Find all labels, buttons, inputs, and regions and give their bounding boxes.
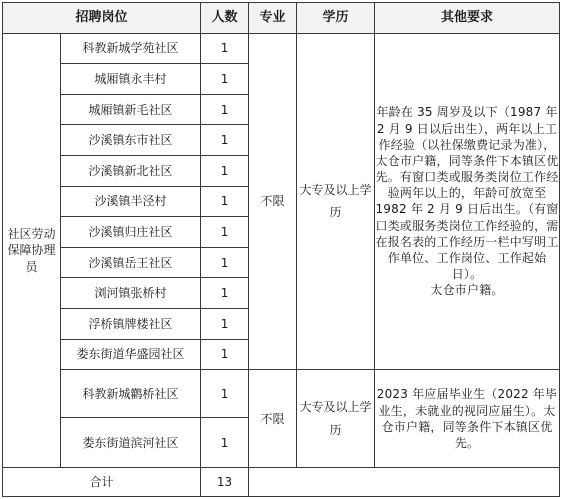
- unit-cell: 浏河镇张桥村: [61, 278, 201, 309]
- count-cell: 1: [201, 418, 249, 468]
- unit-cell: 沙溪镇岳王社区: [61, 247, 201, 278]
- major-cell-2: 不限: [249, 370, 297, 468]
- total-count: 13: [201, 468, 249, 497]
- unit-cell: 浮桥镇牌楼社区: [61, 309, 201, 340]
- requirements-text-2: 2023 年应届毕业生（2022 年毕业生，未就业的视同应届生）。太仓市户籍，同等条件下本镇区优先。: [376, 387, 558, 450]
- unit-cell: 沙溪镇半泾村: [61, 186, 201, 217]
- count-cell: 1: [201, 156, 249, 187]
- header-education: 学历: [297, 3, 375, 34]
- unit-cell: 娄东街道华盛园社区: [61, 339, 201, 370]
- major-cell-1: 不限: [249, 33, 297, 370]
- table-row: [3, 370, 560, 418]
- count-cell: 1: [201, 339, 249, 370]
- unit-cell: 科教新城学苑社区: [61, 33, 201, 64]
- count-cell: 1: [201, 309, 249, 340]
- recruitment-table: [2, 2, 560, 497]
- header-post: 招聘岗位: [3, 3, 201, 34]
- unit-cell: 娄东街道滨河社区: [61, 418, 201, 468]
- education-cell-1: [297, 33, 375, 370]
- total-label: 合计: [3, 468, 201, 497]
- total-row: [3, 468, 560, 497]
- count-cell: 1: [201, 33, 249, 64]
- count-cell: 1: [201, 125, 249, 156]
- requirements-cell-2: [375, 370, 560, 468]
- count-cell: 1: [201, 94, 249, 125]
- unit-cell: 沙溪镇东市社区: [61, 125, 201, 156]
- unit-cell: 城厢镇新毛社区: [61, 94, 201, 125]
- education-text-1: 大专及以上学历: [299, 182, 372, 220]
- total-empty-cell: [249, 468, 560, 497]
- header-row: [3, 3, 560, 34]
- header-major: 专业: [249, 3, 297, 34]
- unit-cell: 沙溪镇归庄社区: [61, 217, 201, 248]
- header-requirements: 其他要求: [375, 3, 560, 34]
- count-cell: 1: [201, 247, 249, 278]
- count-cell: 1: [201, 64, 249, 95]
- post-category: 社区劳动保障协理员: [3, 33, 61, 468]
- count-cell: 1: [201, 186, 249, 217]
- count-cell: 1: [201, 278, 249, 309]
- unit-cell: 沙溪镇新北社区: [61, 156, 201, 187]
- header-count: 人数: [201, 3, 249, 34]
- unit-cell: 城厢镇永丰村: [61, 64, 201, 95]
- education-text-2: 大专及以上学历: [299, 400, 372, 437]
- requirements-cell-1: [375, 33, 560, 370]
- education-cell-2: [297, 370, 375, 468]
- requirements-text-1: 年龄在 35 周岁及以下（1987 年 2 月 9 日以后出生），两年以上工作经验（以社保缴费记录为准），太仓市户籍，同等条件下本镇区优先。有窗口类或服务类岗位工作经验两年以上的，年龄可放宽至 1982 年 2 月 9 日后出生。（有窗口类或服务类岗位工作经验的，需在报名表的工作经历一栏中写明工作单位、工作岗位、工作起始日）。: [375, 105, 559, 282]
- count-cell: 1: [201, 370, 249, 418]
- requirements-extra-1: 太仓市户籍。: [430, 283, 504, 298]
- unit-cell: 科教新城鹳桥社区: [61, 370, 201, 418]
- count-cell: 1: [201, 217, 249, 248]
- table-row: [3, 33, 560, 64]
